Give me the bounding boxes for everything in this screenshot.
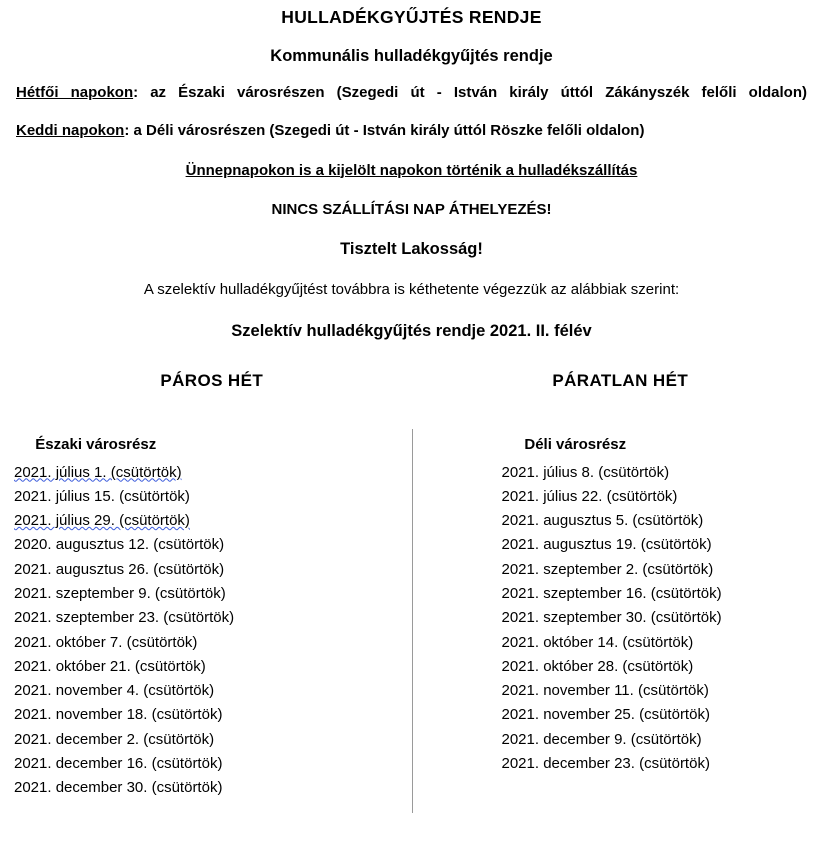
- list-item: 2021. október 28. (csütörtök): [501, 657, 694, 675]
- list-item: 2021. július 15. (csütörtök): [14, 487, 190, 505]
- selective-intro: A szelektív hulladékgyűjtést továbbra is kéthetente végezzük az alábbiak szerint:: [143, 280, 680, 298]
- list-item: 2021. november 4. (csütörtök): [14, 682, 215, 700]
- holiday-note: Ünnepnapokon is a kijelölt napokon történik a hulladékszállítás: [185, 161, 638, 179]
- tuesday-schedule-paragraph: [12, 120, 811, 142]
- odd-week-date-list: [430, 461, 812, 777]
- list-item: 2020. augusztus 12. (csütörtök): [14, 536, 225, 554]
- odd-week-column: [412, 371, 812, 801]
- list-item: 2021. december 16. (csütörtök): [14, 755, 223, 773]
- schedule-columns: [12, 371, 811, 801]
- page-title: HULLADÉKGYŰJTÉS RENDJE: [281, 7, 542, 27]
- even-week-district: Északi városrész: [35, 435, 157, 453]
- greeting: Tisztelt Lakosság!: [340, 239, 483, 258]
- list-item: 2021. október 21. (csütörtök): [14, 657, 206, 675]
- list-item: 2021. augusztus 5. (csütörtök): [501, 512, 704, 530]
- column-divider: [412, 429, 413, 813]
- list-item: 2021. október 7. (csütörtök): [14, 633, 198, 651]
- page-subtitle: Kommunális hulladékgyűjtés rendje: [270, 47, 553, 65]
- list-item: 2021. szeptember 2. (csütörtök): [501, 560, 714, 578]
- list-item: 2021. november 25. (csütörtök): [501, 706, 710, 724]
- list-item: 2021. szeptember 16. (csütörtök): [501, 584, 722, 602]
- list-item: 2021. július 1. (csütörtök): [14, 463, 182, 481]
- even-week-date-list: [12, 461, 412, 801]
- list-item: 2021. augusztus 26. (csütörtök): [14, 560, 225, 578]
- list-item: 2021. október 14. (csütörtök): [501, 633, 694, 651]
- list-item: 2021. december 2. (csütörtök): [14, 730, 215, 748]
- tuesday-label: Keddi napokon: [16, 121, 125, 139]
- monday-text: : az Északi városrészen (Szegedi út - István király úttól Zákányszék felőli oldalon): [133, 84, 807, 101]
- monday-schedule-paragraph: [12, 82, 811, 104]
- no-transfer-note: NINCS SZÁLLÍTÁSI NAP ÁTHELYEZÉS!: [271, 200, 552, 218]
- list-item: 2021. december 9. (csütörtök): [501, 730, 702, 748]
- tuesday-text: : a Déli városrészen (Szegedi út - István király úttól Röszke felőli oldalon): [124, 121, 645, 139]
- list-item: 2021. szeptember 9. (csütörtök): [14, 584, 226, 602]
- list-item: 2021. december 23. (csütörtök): [501, 755, 710, 773]
- selective-title: Szelektív hulladékgyűjtés rendje 2021. II. félév: [231, 321, 592, 340]
- even-week-column: [12, 371, 412, 801]
- list-item: 2021. szeptember 23. (csütörtök): [14, 609, 235, 627]
- list-item: 2021. július 29. (csütörtök): [14, 512, 190, 530]
- monday-label: Hétfői napokon: [16, 84, 134, 101]
- even-week-heading: PÁROS HÉT: [160, 370, 264, 390]
- list-item: 2021. november 18. (csütörtök): [14, 706, 223, 724]
- list-item: 2021. július 22. (csütörtök): [501, 487, 678, 505]
- list-item: 2021. december 30. (csütörtök): [14, 779, 223, 797]
- document-page: [0, 7, 823, 844]
- list-item: 2021. november 11. (csütörtök): [501, 682, 709, 700]
- list-item: 2021. szeptember 30. (csütörtök): [501, 609, 722, 627]
- list-item: 2021. augusztus 19. (csütörtök): [501, 536, 712, 554]
- odd-week-district: Déli városrész: [524, 435, 627, 453]
- odd-week-heading: PÁRATLAN HÉT: [552, 370, 689, 390]
- list-item: 2021. július 8. (csütörtök): [501, 463, 670, 481]
